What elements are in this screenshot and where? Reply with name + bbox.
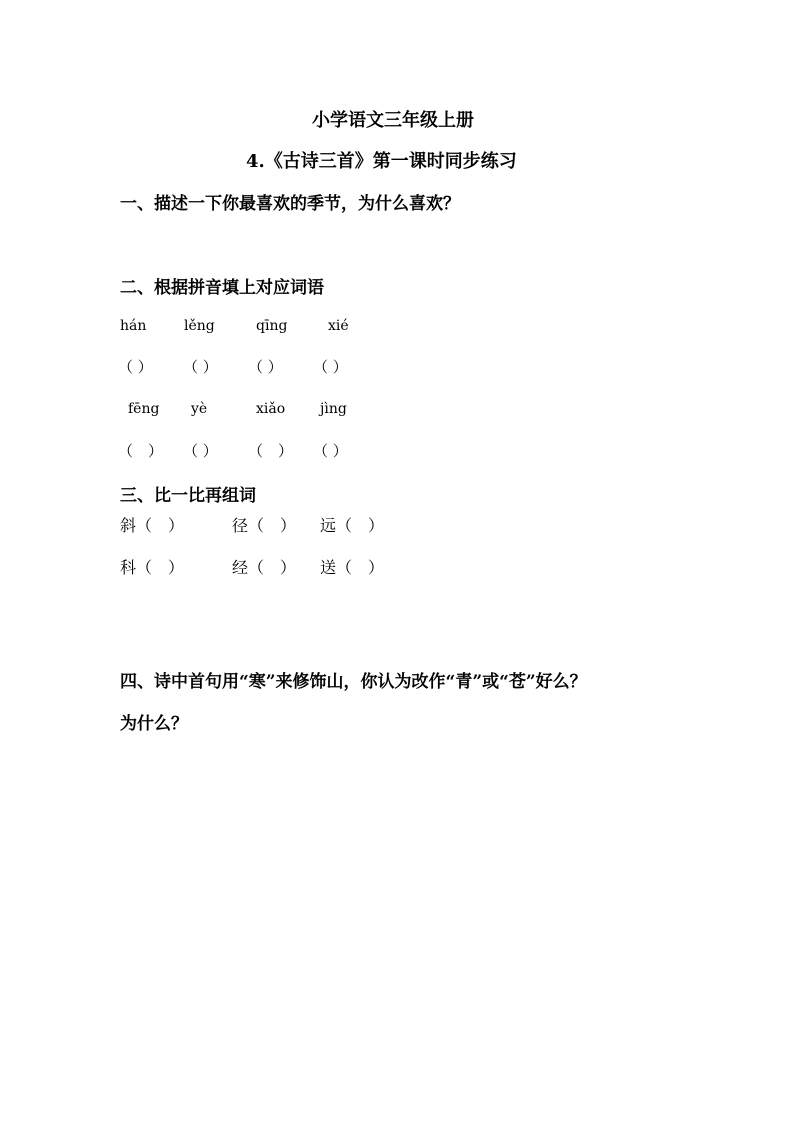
page-title: 小学语文三年级上册 [312, 110, 474, 131]
answer-blank[interactable]: （ ） [118, 358, 153, 376]
page-subtitle: 4.《古诗三首》第一课时同步练习 [246, 151, 517, 172]
compare-item-yuan[interactable]: 远（ ） [320, 516, 385, 535]
question-3-heading: 三、比一比再组词 [120, 486, 256, 506]
compare-item-ke[interactable]: 科（ ） [120, 558, 185, 577]
question-2-heading: 二、根据拼音填上对应词语 [120, 278, 324, 298]
answer-blank[interactable]: （ ） [248, 442, 294, 460]
answer-blank[interactable]: （ ） [183, 442, 218, 460]
compare-item-jing[interactable]: 径（ ） [232, 516, 297, 535]
question-4-line1: 四、诗中首句用“寒”来修饰山，你认为改作“青”或“苍”好么？ [120, 672, 587, 692]
pinyin-han: hán [120, 318, 147, 334]
compare-item-xie[interactable]: 斜（ ） [120, 516, 185, 535]
pinyin-jing: jìng [320, 401, 347, 417]
question-1: 一、描述一下你最喜欢的季节，为什么喜欢？ [120, 194, 460, 214]
compare-item-song[interactable]: 送（ ） [320, 558, 385, 577]
compare-item-jing2[interactable]: 经（ ） [232, 558, 297, 577]
pinyin-leng: lěng [184, 318, 215, 334]
answer-blank[interactable]: （ ） [313, 442, 348, 460]
pinyin-qing: qīng [256, 318, 288, 334]
pinyin-feng: fēng [128, 401, 160, 417]
answer-blank[interactable]: （ ） [118, 442, 164, 460]
pinyin-xie: xié [328, 318, 349, 334]
question-4-line2: 为什么？ [120, 714, 188, 734]
answer-blank[interactable]: （ ） [313, 358, 348, 376]
answer-blank[interactable]: （ ） [248, 358, 283, 376]
pinyin-ye: yè [191, 401, 208, 417]
pinyin-xiao: xiǎo [256, 401, 286, 417]
answer-blank[interactable]: （ ） [183, 358, 218, 376]
